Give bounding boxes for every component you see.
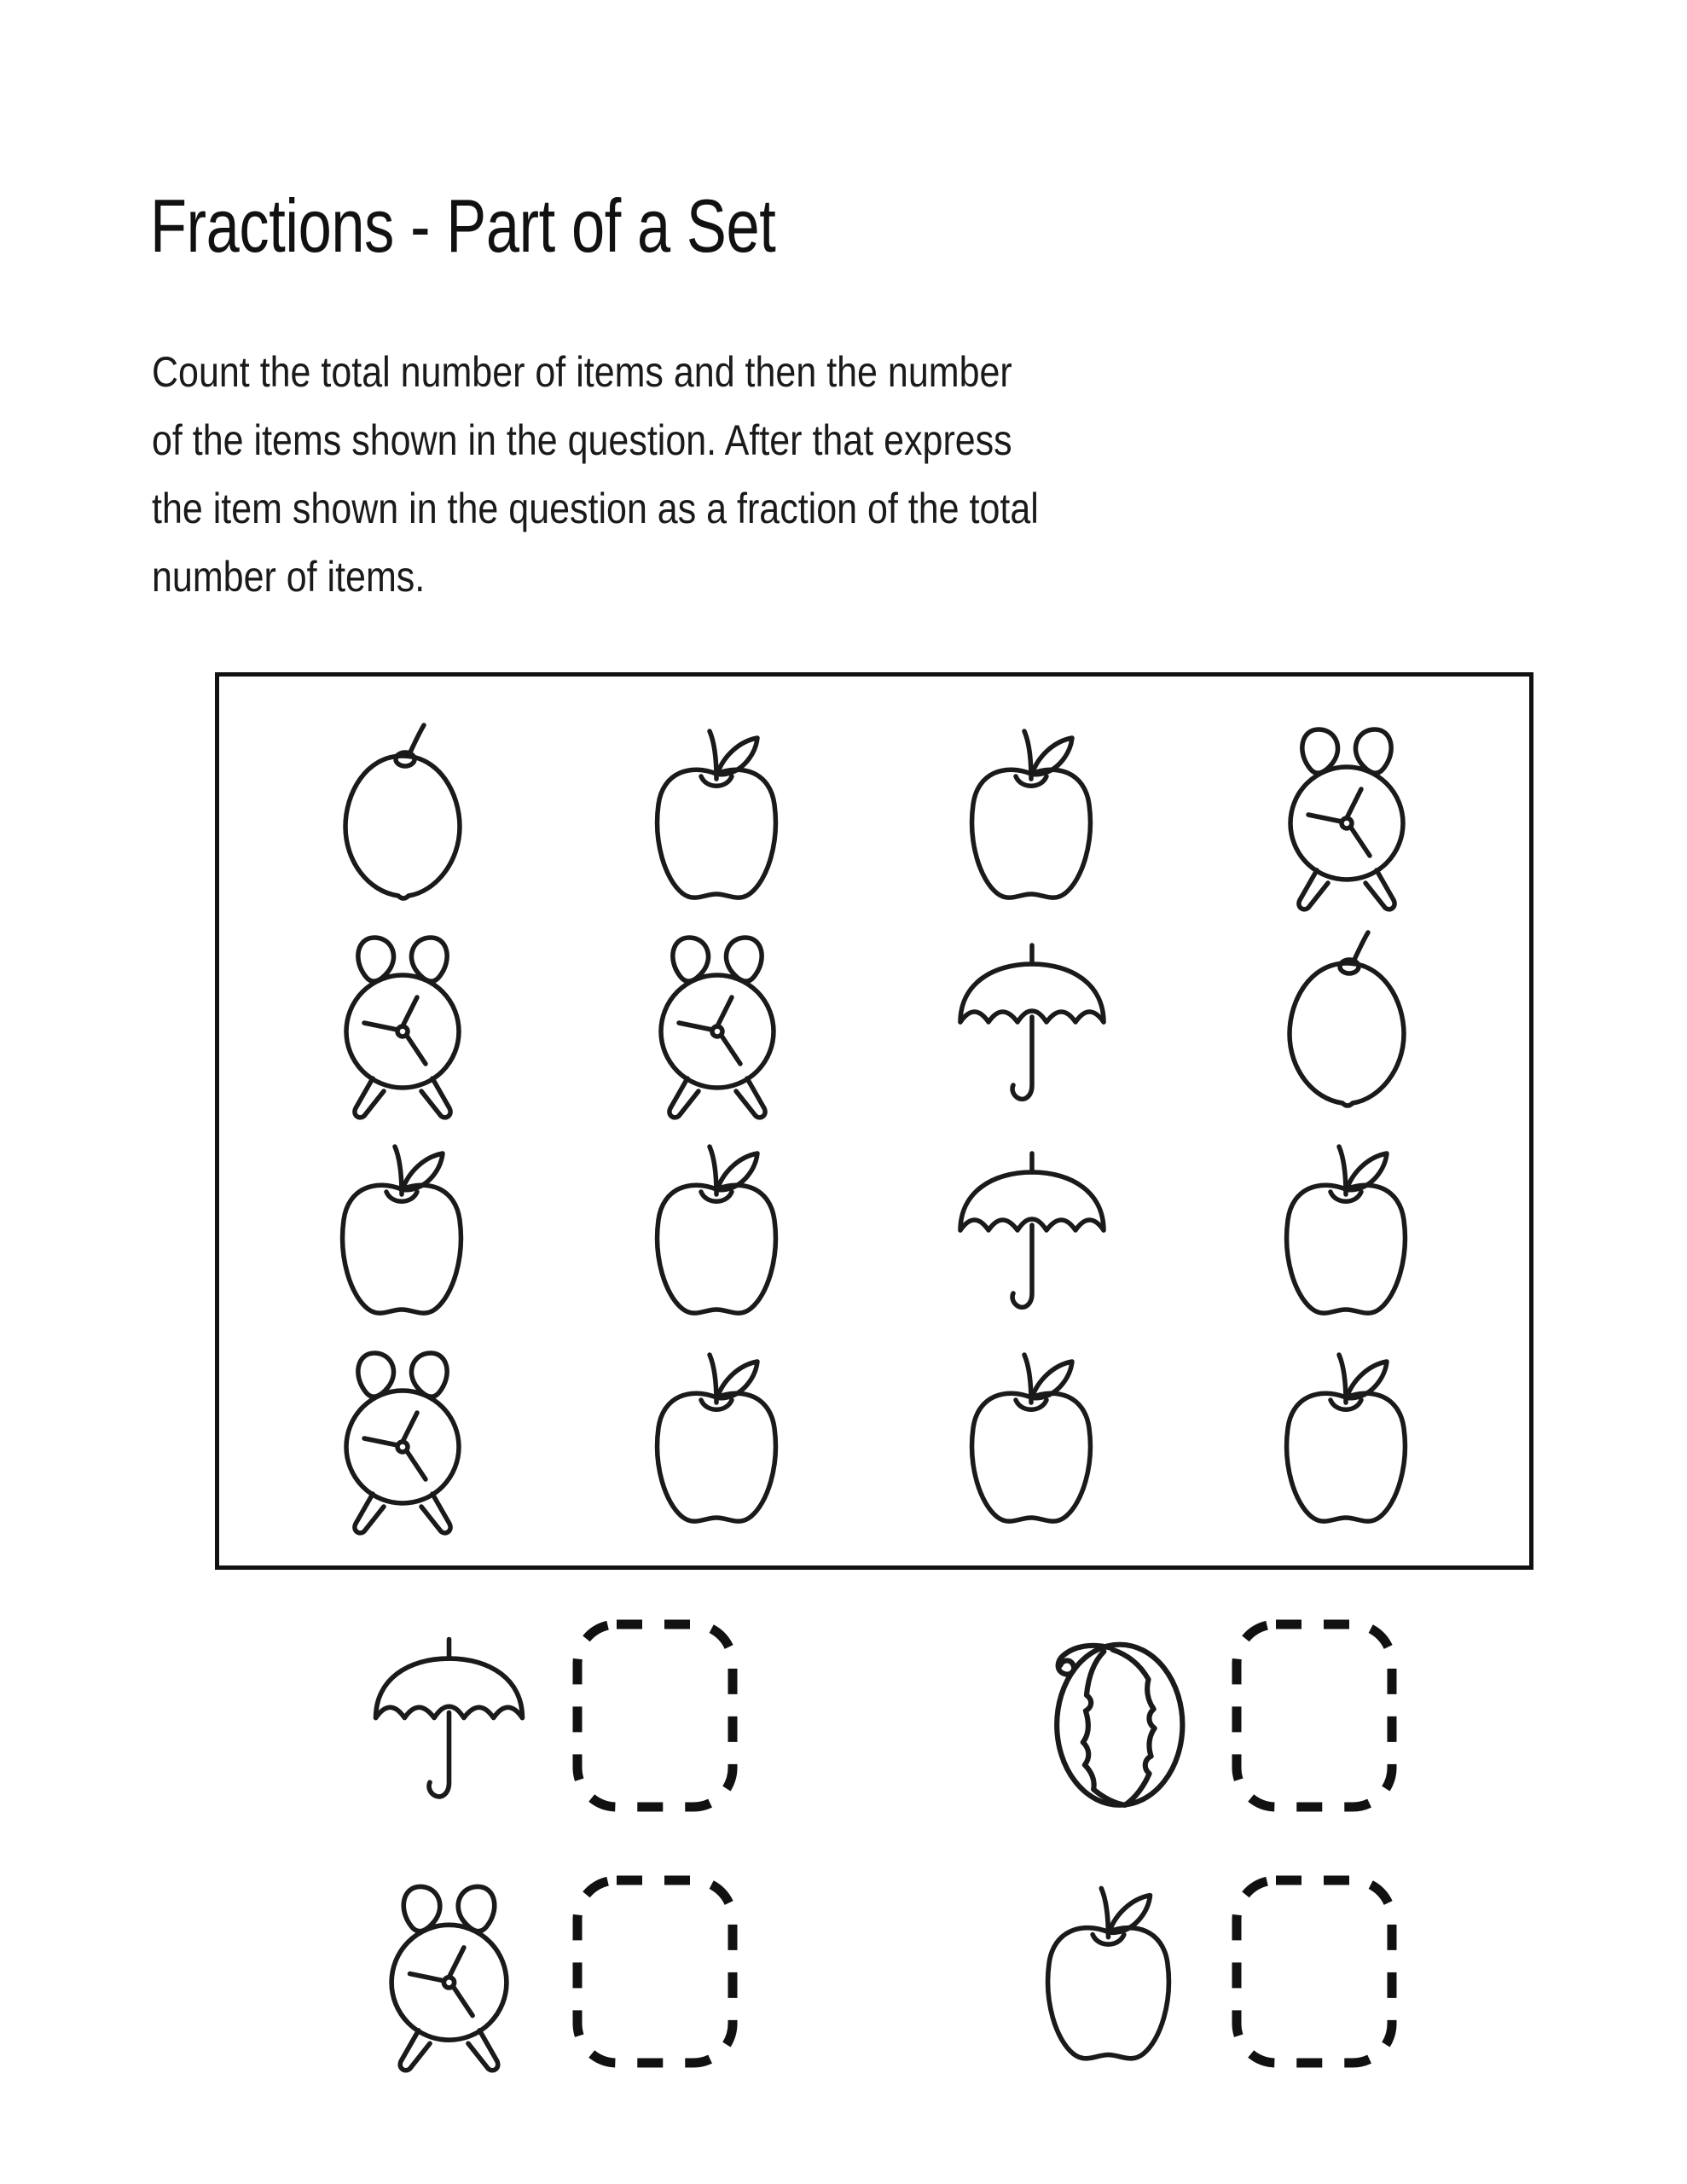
alarm-clock-icon: [322, 1336, 484, 1536]
dashed-answer-box[interactable]: [1231, 1618, 1398, 1813]
set-item-16-apple: [1189, 1333, 1504, 1541]
alarm-clock-icon: [636, 921, 798, 1121]
set-item-1-orange: [245, 709, 559, 917]
question-2-icon: [1011, 1609, 1207, 1822]
question-3-answer-box[interactable]: [571, 1874, 739, 2069]
instructions-text: Count the total number of items and then the number of the items shown in the question. After that express the item shown in the question as a fraction of the total number of items.: [152, 348, 1039, 601]
apple-icon: [638, 712, 796, 913]
set-item-13-alarm-clock: [245, 1333, 559, 1541]
set-item-10-apple: [559, 1124, 874, 1333]
set-item-9-apple: [245, 1124, 559, 1333]
umbrella-icon: [947, 1135, 1117, 1322]
set-item-11-umbrella: [874, 1124, 1189, 1333]
question-row-2: [215, 1848, 1533, 2095]
apple-icon: [953, 712, 1110, 913]
question-answer-section: [215, 1592, 1533, 2121]
question-3: [215, 1848, 874, 2095]
apple-icon: [638, 1336, 796, 1536]
item-set-box: [215, 672, 1533, 1570]
page-title: Fractions - Part of a Set: [150, 183, 776, 268]
question-4-answer-box[interactable]: [1231, 1874, 1398, 2069]
dashed-answer-box[interactable]: [571, 1874, 739, 2069]
apple-icon: [1028, 1869, 1190, 2074]
apple-icon: [323, 1128, 481, 1328]
alarm-clock-icon: [366, 1869, 532, 2074]
set-item-5-alarm-clock: [245, 917, 559, 1125]
set-item-4-alarm-clock: [1189, 709, 1504, 917]
alarm-clock-icon: [1266, 712, 1428, 913]
question-row-1: [215, 1592, 1533, 1839]
set-item-6-alarm-clock: [559, 917, 874, 1125]
set-item-14-apple: [559, 1333, 874, 1541]
umbrella-icon: [362, 1620, 536, 1812]
question-1-answer-box[interactable]: [571, 1618, 739, 1813]
apple-icon: [638, 1128, 796, 1328]
set-item-12-apple: [1189, 1124, 1504, 1333]
question-1: [215, 1592, 874, 1839]
dashed-answer-box[interactable]: [571, 1618, 739, 1813]
question-3-icon: [351, 1865, 548, 2078]
apple-icon: [953, 1336, 1110, 1536]
set-item-3-apple: [874, 709, 1189, 917]
set-item-15-apple: [874, 1333, 1189, 1541]
set-item-7-umbrella: [874, 917, 1189, 1125]
item-set-grid: [219, 677, 1529, 1565]
apple-icon: [1267, 1128, 1425, 1328]
orange-icon: [330, 715, 475, 911]
set-item-2-apple: [559, 709, 874, 917]
question-1-icon: [351, 1609, 548, 1822]
question-4: [874, 1848, 1533, 2095]
watermelon-icon: [1017, 1620, 1200, 1812]
question-2: [874, 1592, 1533, 1839]
orange-icon: [1274, 922, 1419, 1118]
set-item-8-orange: [1189, 917, 1504, 1125]
umbrella-icon: [947, 926, 1117, 1114]
question-2-answer-box[interactable]: [1231, 1618, 1398, 1813]
alarm-clock-icon: [322, 921, 484, 1121]
dashed-answer-box[interactable]: [1231, 1874, 1398, 2069]
apple-icon: [1267, 1336, 1425, 1536]
question-4-icon: [1011, 1865, 1207, 2078]
